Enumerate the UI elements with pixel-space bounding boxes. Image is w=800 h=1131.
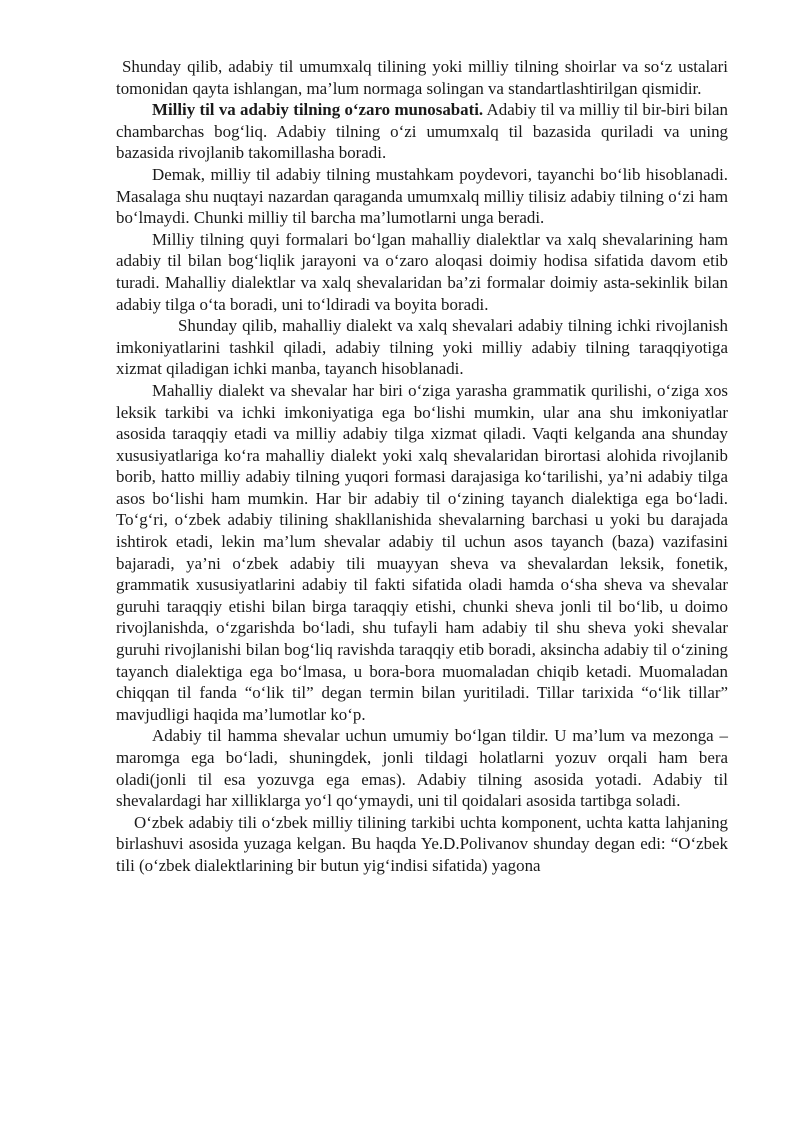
paragraph-text: Demak, milliy til adabiy tilning mustahkam poydevori, tayanchi bo‘lib hisoblanadi. Masalaga shu nuqtayi nazardan qaraganda umumxalq milliy tilisiz adabiy tilning o‘zi ham bo‘lmaydi. Chunki milliy til barcha ma’lumotlarni unga beradi. (116, 164, 728, 228)
paragraph-text: Shunday qilib, adabiy til umumxalq tilining yoki milliy tilning shoirlar va so‘z ustalari tomonidan qayta ishlangan, ma’lum normaga solingan va standartlashtirilgan qismidir. (116, 57, 728, 98)
paragraph-7 (116, 725, 728, 811)
paragraph-8 (116, 812, 728, 877)
paragraph-text: Mahalliy dialekt va shevalar har biri o‘ziga yarasha grammatik qurilishi, o‘ziga xos leksik tarkibi va ichki imkoniyatiga ega bo‘lishi mumkin, ular ana shu imkoniyatlar asosida taraqqiy etadi va milliy adabiy tilga xizmat qiladi. Vaqti kelganda ana shunday xususiyatlariga ko‘ra mahalliy dialekt yoki xalq shevalaridan birortasi alohida rivojlanib borib, hatto milliy adabiy tilning yuqori formasi darajasiga ko‘tarilishi, ya’ni adabiy tilga asos bo‘lishi ham mumkin. Har bir adabiy til o‘zining tayanch dialektiga ega bo‘ladi. To‘g‘ri, o‘zbek adabiy tilining shakllanishida shevalarning barchasi u yoki bu darajada ishtirok etadi, lekin ma’lum shevalar adabiy til uchun asos tayanch (baza) vazifasini bajaradi, ya’ni o‘zbek adabiy tili muayyan sheva va shevalardan leksik, fonetik, grammatik xususiyatlarini adabiy til fakti sifatida oladi hamda o‘sha sheva va shevalar guruhi taraqqiy etishi bilan birga taraqqiy etishi, chunki sheva jonli til bo‘lib, u doimo rivojlanishda, o‘zgarishda bo‘ladi, shu tufayli ham adabiy til shu sheva yoki shevalar guruhi rivojlanishi bilan bog‘liq ravishda taraqqiy etib boradi, aksincha adabiy til o‘zining tayanch dialektiga ega bo‘lmasa, u bora-bora muomaladan chiqib ketadi. Muomaladan chiqqan til fanda “o‘lik til” degan termin bilan yuritiladi. Tillar tarixida “o‘lik tillar” mavjudligi haqida ma’lumotlar ko‘p. (116, 380, 728, 724)
paragraph-text: Adabiy til hamma shevalar uchun umumiy bo‘lgan tildir. U ma’lum va mezonga – maromga ega bo‘ladi, shuningdek, jonli tildagi holatlarni yozuv orqali ham bera oladi(jonli til esa yozuvga ega emas). Adabiy tilning asosida yotadi. Adabiy til shevalardagi har xilliklarga yo‘l qo‘ymaydi, uni til qoidalari asosida tartibga soladi. (116, 726, 728, 811)
paragraph-5 (116, 315, 728, 380)
paragraph-text: Shunday qilib, mahalliy dialekt va xalq shevalari adabiy tilning ichki rivojlanish imkoniyatlarini tashkil qiladi, adabiy tilning yoki milliy adabiy tilning taraqqiyotiga xizmat qiladigan ichki manba, tayanch hisoblanadi. (116, 316, 728, 379)
paragraph-4 (116, 229, 728, 315)
paragraph-text: Milliy tilning quyi formalari bo‘lgan mahalliy dialektlar va xalq shevalarining ham adabiy til bilan bog‘liqlik jarayoni va o‘zaro aloqasi doimiy hodisa sifatida davom etib turadi. Mahalliy dialektlar va xalq shevalaridan ba’zi formalar doimiy asta-sekinlik bilan adabiy tilga o‘ta boradi, uni to‘ldiradi va boyita boradi. (116, 229, 728, 314)
paragraph-1 (116, 56, 728, 99)
paragraph-2 (116, 99, 728, 164)
paragraph-3 (116, 164, 728, 229)
document-page (116, 56, 728, 877)
paragraph-text: Adabiy til va milliy til bir-biri bilan chambarchas bog‘liq. Adabiy tilning o‘zi umumxalq til bazasida quriladi va uning bazasida rivojlanib takomillasha boradi. (116, 100, 728, 163)
paragraph-6 (116, 380, 728, 726)
section-heading: Milliy til va adabiy tilning o‘zaro munosabati. (152, 100, 484, 120)
paragraph-text: O‘zbek adabiy tili o‘zbek milliy tilining tarkibi uchta komponent, uchta katta lahjaning birlashuvi asosida yuzaga kelgan. Bu haqda Ye.D.Polivanov shunday degan edi: “O‘zbek tili (o‘zbek dialektlarining bir butun yig‘indisi sifatida) yagona (116, 812, 728, 875)
